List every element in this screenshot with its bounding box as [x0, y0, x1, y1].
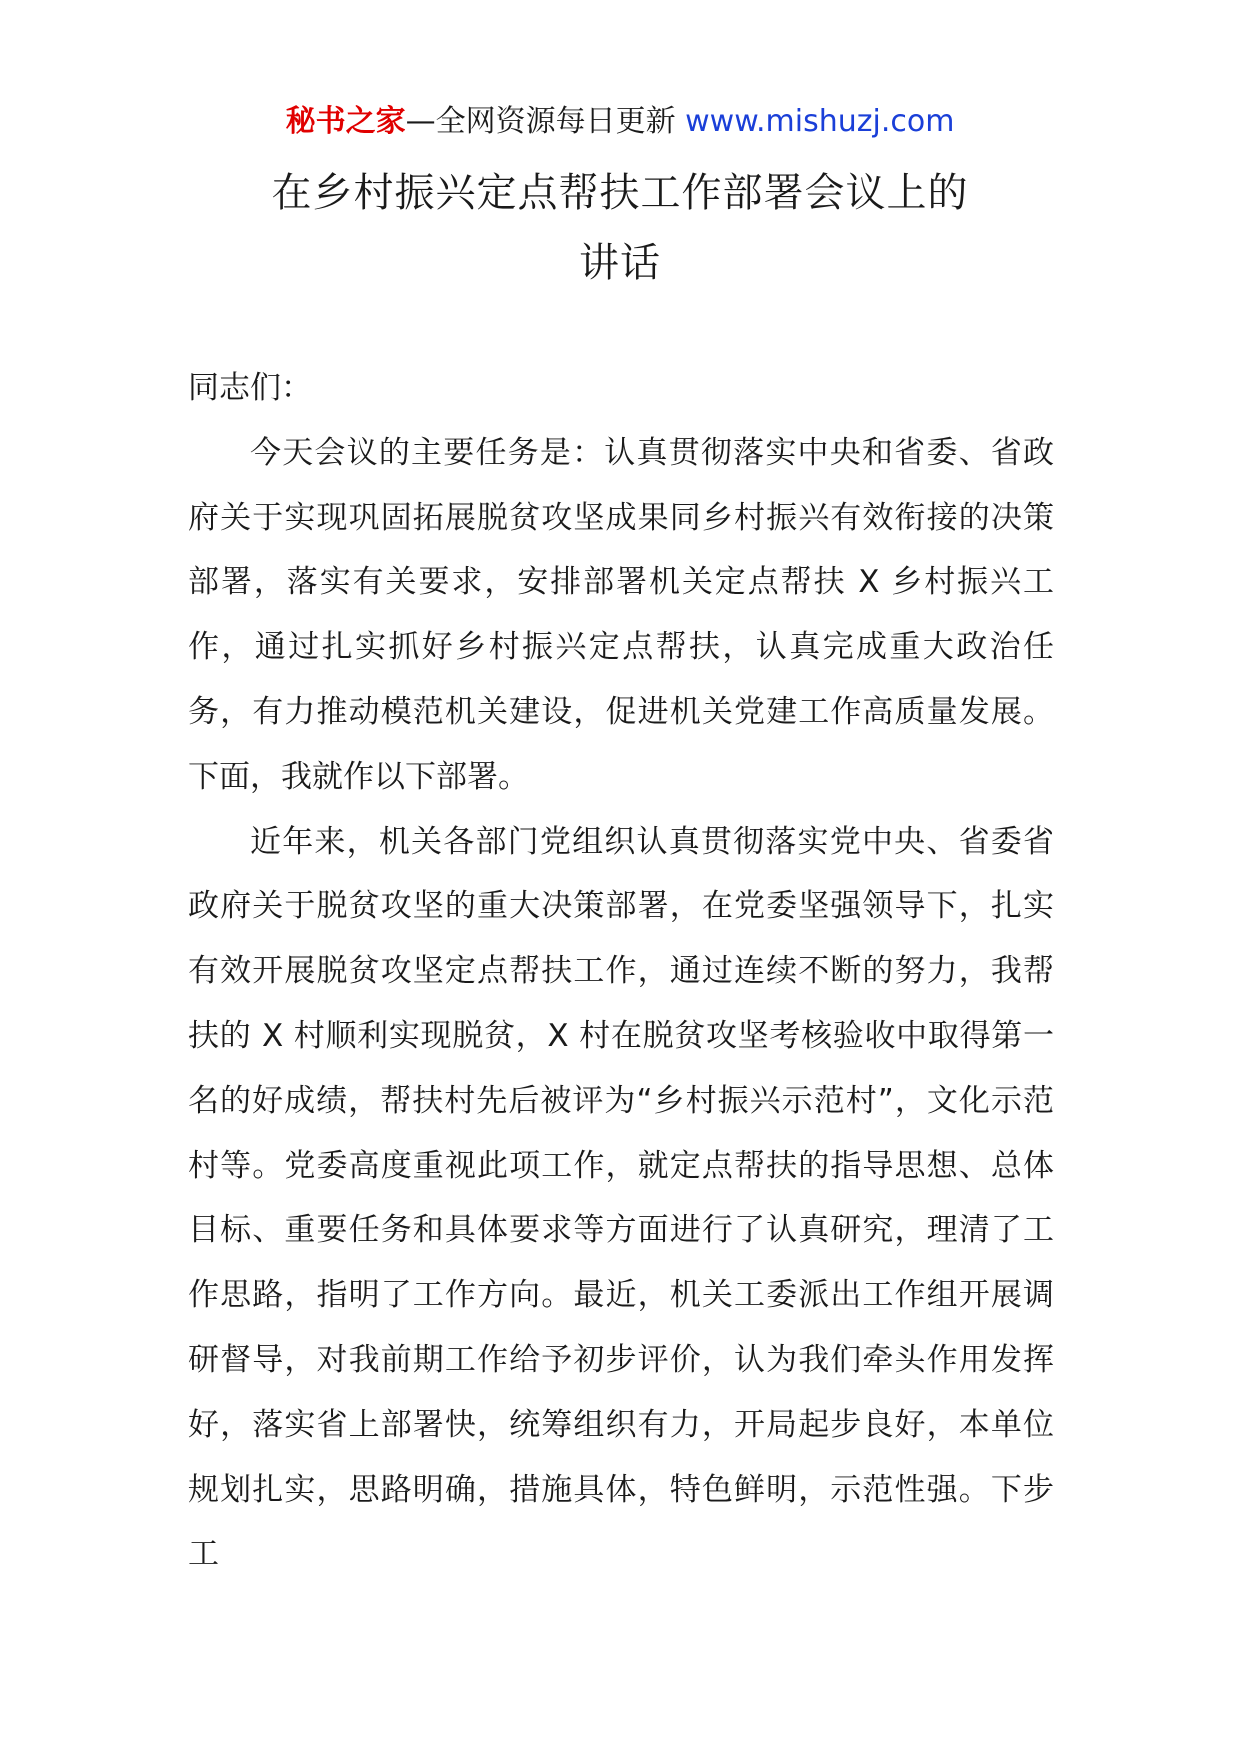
salutation: 同志们： — [188, 370, 312, 406]
paragraph-1: 今天会议的主要任务是：认真贯彻落实中央和省委、省政府关于实现巩固拓展脱贫攻坚成果同乡村振兴有效衔接的决策部署，落实有关要求，安排部署机关定点帮扶 X 乡村振兴工作，通过扎实抓好乡村振兴定点帮扶，认真完成重大政治任务，有力推动模范机关建设，促进机关党建工作高质量发展。下面，我就作以下部署。 — [188, 434, 1054, 795]
paragraph-2: 近年来，机关各部门党组织认真贯彻落实党中央、省委省政府关于脱贫攻坚的重大决策部署，在党委坚强领导下，扎实有效开展脱贫攻坚定点帮扶工作，通过连续不断的努力，我帮扶的 X 村顺利实现脱贫，X 村在脱贫攻坚考核验收中取得第一名的好成绩，帮扶村先后被评为“乡村振兴示范村”，文化示范村等。党委高度重视此项工作，就定点帮扶的指导思想、总体目标、重要任务和具体要求等方面进行了认真研究，理清了工作思路，指明了工作方向。最近，机关工委派出工作组开展调研督导，对我前期工作给予初步评价，认为我们牵头作用发挥好，落实省上部署快，统筹组织有力，开局起步良好，本单位规划扎实，思路明确，措施具体，特色鲜明，示范性强。下步工 — [188, 823, 1054, 1573]
website-link[interactable]: www.mishuzj.com — [685, 104, 955, 139]
watermark-header — [0, 100, 1240, 144]
document-body — [188, 356, 1054, 1587]
title-line-2: 讲话 — [579, 240, 661, 286]
title-line-1: 在乡村振兴定点帮扶工作部署会议上的 — [271, 170, 969, 216]
document-title — [140, 158, 1100, 298]
brand-name: 秘书之家 — [285, 104, 406, 139]
header-tagline: —全网资源每日更新 — [405, 104, 676, 139]
